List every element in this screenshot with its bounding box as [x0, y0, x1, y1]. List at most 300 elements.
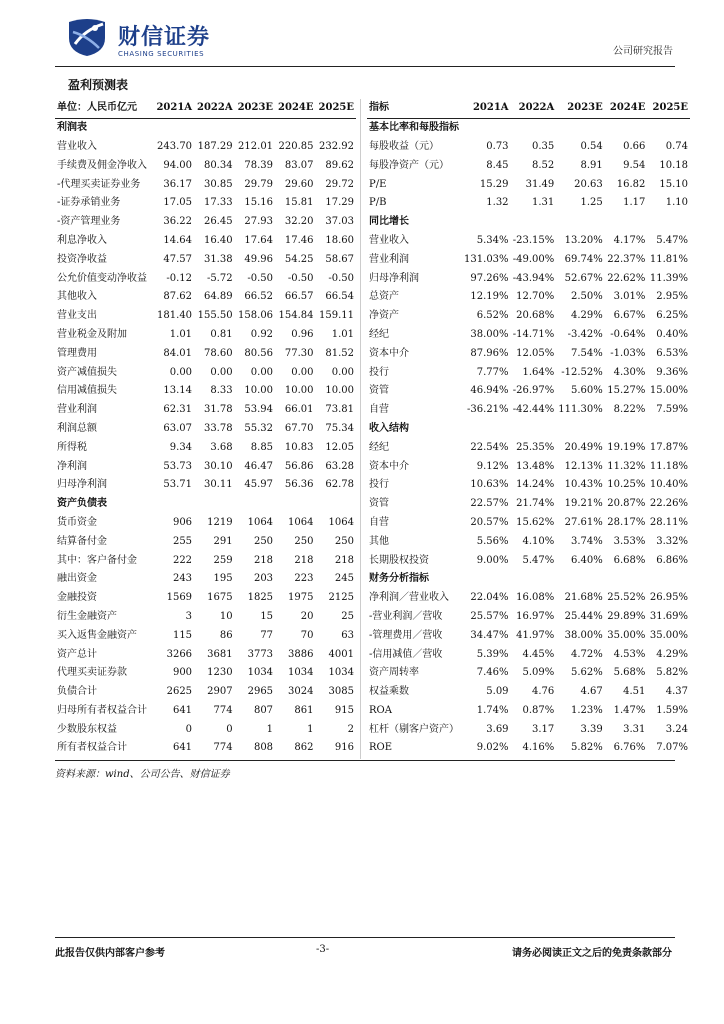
row-label: 总资产: [369, 291, 399, 303]
cell-value: 10.40%: [649, 479, 688, 491]
cell-value: 70: [300, 629, 314, 641]
cell-value: 86: [219, 629, 233, 641]
table-row: [55, 438, 356, 457]
cell-value: 1.23%: [570, 704, 603, 716]
row-label: 资管: [369, 385, 389, 397]
cell-value: 78.39: [244, 159, 274, 171]
cell-value: [194, 118, 235, 137]
table-row: [367, 269, 690, 288]
row-label: 其中：客户备付金: [57, 554, 137, 566]
cell-value: 37.03: [325, 216, 354, 228]
cell-value: 906: [172, 516, 193, 528]
table-row: [367, 739, 690, 758]
page-number: -3-: [316, 944, 330, 955]
table-row: [367, 138, 690, 157]
cell-value: 6.68%: [613, 554, 646, 566]
year-header: 2022A: [194, 99, 235, 118]
cell-value: [605, 118, 648, 137]
cell-value: 1.01: [169, 328, 193, 340]
cell-value: 73.81: [325, 404, 354, 416]
cell-value: 1064: [247, 516, 274, 528]
cell-value: [556, 420, 605, 439]
chasing-logo-icon: [65, 14, 109, 58]
cell-value: 0.54: [580, 140, 603, 152]
row-label: P/B: [369, 197, 387, 209]
cell-value: 5.68%: [613, 667, 646, 679]
column-divider: [360, 99, 361, 759]
table-row: [55, 551, 356, 570]
cell-value: 56.36: [284, 479, 314, 491]
cell-value: 3.39: [580, 723, 603, 735]
cell-value: 0.00: [250, 366, 274, 378]
cell-value: 17.64: [244, 234, 274, 246]
table-row: [367, 175, 690, 194]
cell-value: 8.85: [250, 441, 274, 453]
table-row: [55, 420, 356, 439]
cell-value: 31.78: [203, 404, 233, 416]
section-label: 基本比率和每股指标: [369, 122, 459, 134]
cell-value: 243: [172, 573, 193, 585]
cell-value: 223: [294, 573, 314, 585]
cell-value: 6.40%: [570, 554, 603, 566]
cell-value: 27.61%: [564, 516, 603, 528]
cell-value: 1825: [247, 592, 274, 604]
cell-value: [194, 495, 235, 514]
cell-value: 3.31: [623, 723, 646, 735]
table-row: [55, 307, 356, 326]
cell-value: 6.25%: [656, 310, 688, 322]
row-label: 少数股东权益: [57, 723, 117, 735]
cell-value: 115: [172, 629, 193, 641]
cell-value: [556, 118, 605, 137]
cell-value: 8.22%: [613, 404, 646, 416]
cell-value: 81.52: [325, 347, 354, 359]
row-label: 融出资金: [57, 573, 97, 585]
year-header: 2021A: [154, 99, 195, 118]
section-label: 财务分析指标: [369, 573, 429, 585]
cell-value: 30.10: [203, 460, 233, 472]
cell-value: 34.47%: [470, 629, 509, 641]
cell-value: 17.29: [325, 197, 354, 209]
cell-value: 4.51: [623, 686, 646, 698]
table-row: [367, 626, 690, 645]
table-row: [55, 645, 356, 664]
row-label: 利息净收入: [57, 234, 107, 246]
cell-value: 17.05: [163, 197, 193, 209]
cell-value: 3: [185, 610, 193, 622]
cell-value: 7.07%: [656, 742, 688, 754]
cell-value: 66.54: [325, 291, 354, 303]
cell-value: 0.81: [210, 328, 233, 340]
cell-value: 45.97: [244, 479, 274, 491]
cell-value: 5.47%: [522, 554, 555, 566]
cell-value: [316, 118, 357, 137]
row-label: 代理买卖证券款: [57, 667, 127, 679]
cell-value: 218: [294, 554, 314, 566]
table-row: [367, 702, 690, 721]
row-label: 自营: [369, 404, 389, 416]
cell-value: 3.32%: [656, 535, 688, 547]
year-header: 2022A: [511, 99, 557, 118]
cell-value: [511, 118, 557, 137]
cell-value: 20.87%: [607, 498, 646, 510]
cell-value: 250: [294, 535, 314, 547]
cell-value: 1: [266, 723, 274, 735]
cell-value: 2907: [207, 686, 233, 698]
row-label: 经纪: [369, 328, 389, 340]
cell-value: [511, 213, 557, 232]
cell-value: 36.17: [163, 178, 193, 190]
cell-value: 9.02%: [476, 742, 509, 754]
cell-value: 10.00: [284, 385, 314, 397]
table-row: [55, 570, 356, 589]
cell-value: 15.10: [659, 178, 688, 190]
cell-value: 66.57: [284, 291, 314, 303]
cell-value: 77.30: [284, 347, 314, 359]
cell-value: [462, 213, 511, 232]
year-header: 2025E: [647, 99, 690, 118]
table-row: [55, 457, 356, 476]
cell-value: 22.04%: [470, 592, 509, 604]
cell-value: 1675: [207, 592, 233, 604]
report-type: 公司研究报告: [613, 46, 673, 57]
cell-value: 4.72%: [570, 648, 603, 660]
year-header: 2023E: [556, 99, 605, 118]
cell-value: 38.00%: [564, 629, 603, 641]
cell-value: 0.96: [291, 328, 314, 340]
cell-value: 1.64%: [522, 366, 555, 378]
cell-value: 94.00: [163, 159, 193, 171]
cell-value: 31.38: [203, 253, 233, 265]
cell-value: 19.21%: [564, 498, 603, 510]
cell-value: 3.24: [665, 723, 688, 735]
cell-value: [605, 213, 648, 232]
cell-value: 22.37%: [607, 253, 646, 265]
row-label: 投行: [369, 366, 389, 378]
cell-value: 3.17: [531, 723, 555, 735]
cell-value: 2.50%: [570, 291, 603, 303]
cell-value: 11.32%: [607, 460, 646, 472]
cell-value: 0.66: [623, 140, 646, 152]
cell-value: [275, 495, 315, 514]
row-label: 金融投资: [57, 592, 97, 604]
cell-value: 10.25%: [607, 479, 646, 491]
cell-value: 16.08%: [516, 592, 555, 604]
table-row: [55, 589, 356, 608]
cell-value: 220.85: [278, 140, 314, 152]
cell-value: 25.52%: [607, 592, 646, 604]
row-label: 自营: [369, 516, 389, 528]
cell-value: 75.34: [325, 422, 354, 434]
cell-value: 7.59%: [656, 404, 688, 416]
table-row: [367, 608, 690, 627]
cell-value: 53.73: [163, 460, 193, 472]
cell-value: 53.94: [244, 404, 274, 416]
section-row: [367, 570, 690, 589]
cell-value: 5.34%: [476, 234, 509, 246]
table-bottom-rule: [55, 760, 675, 761]
row-label: 归母所有者权益合计: [57, 704, 147, 716]
cell-value: 35.00%: [649, 629, 688, 641]
table-row: [55, 250, 356, 269]
cell-value: 14.24%: [516, 479, 555, 491]
row-label: 投资净收益: [57, 253, 107, 265]
cell-value: 4.29%: [570, 310, 603, 322]
cell-value: 807: [253, 704, 274, 716]
cell-value: 0: [226, 723, 233, 735]
cell-value: 8.91: [580, 159, 603, 171]
cell-value: 63: [341, 629, 354, 641]
cell-value: 0.40%: [656, 328, 688, 340]
cell-value: 66.01: [284, 404, 314, 416]
table-row: [55, 626, 356, 645]
cell-value: -12.52%: [561, 366, 603, 378]
cell-value: 0.00: [331, 366, 354, 378]
cell-value: 29.72: [325, 178, 354, 190]
cell-value: [462, 570, 511, 589]
cell-value: 916: [334, 742, 354, 754]
cell-value: 69.74%: [564, 253, 603, 265]
row-label: 公允价值变动净收益: [57, 272, 147, 284]
row-label: 管理费用: [57, 347, 97, 359]
source-note: 资料来源：wind、公司公告、财信证券: [55, 769, 230, 780]
cell-value: [647, 118, 690, 137]
cell-value: 0.00: [291, 366, 314, 378]
cell-value: 31.49: [525, 178, 555, 190]
cell-value: 11.39%: [649, 272, 688, 284]
cell-value: 4.76: [531, 686, 555, 698]
page-header: [55, 10, 675, 66]
cell-value: 1.32: [486, 197, 509, 209]
cell-value: [605, 420, 648, 439]
row-label: 净利润／营业收入: [369, 592, 449, 604]
cell-value: 4.30%: [613, 366, 646, 378]
cell-value: 111.30%: [558, 404, 603, 416]
cell-value: 0.87%: [522, 704, 555, 716]
cell-value: 54.25: [284, 253, 314, 265]
cell-value: 22.54%: [470, 441, 509, 453]
cell-value: [647, 213, 690, 232]
cell-value: 1.25: [580, 197, 603, 209]
cell-value: 12.70%: [516, 291, 555, 303]
table-row: [367, 288, 690, 307]
cell-value: 154.84: [278, 310, 314, 322]
table-row: [55, 269, 356, 288]
row-label: 归母净利润: [369, 272, 419, 284]
cell-value: 259: [213, 554, 233, 566]
cell-value: 87.62: [163, 291, 193, 303]
cell-value: 15.16: [244, 197, 274, 209]
cell-value: -0.50: [328, 272, 354, 284]
cell-value: [316, 495, 357, 514]
cell-value: 18.60: [325, 234, 354, 246]
cell-value: 10.83: [284, 441, 314, 453]
table-row: [367, 326, 690, 345]
row-label: 手续费及佣金净收入: [57, 159, 147, 171]
table-row: [367, 307, 690, 326]
cell-value: 212.01: [238, 140, 274, 152]
table-row: [55, 702, 356, 721]
cell-value: 774: [213, 704, 233, 716]
row-label: 营业支出: [57, 310, 97, 322]
cell-value: 9.36%: [656, 366, 688, 378]
row-label: 资产减值损失: [57, 366, 117, 378]
cell-value: 10: [219, 610, 233, 622]
cell-value: 15.81: [284, 197, 314, 209]
table-row: [55, 194, 356, 213]
row-label: 资产总计: [57, 648, 97, 660]
cell-value: 0.73: [486, 140, 509, 152]
table-row: [55, 156, 356, 175]
cell-value: 25: [341, 610, 354, 622]
row-label: 每股收益（元）: [369, 140, 439, 152]
cell-value: 87.96%: [470, 347, 509, 359]
table-row: [367, 532, 690, 551]
table-row: [55, 683, 356, 702]
cell-value: -0.64%: [610, 328, 646, 340]
cell-value: 2: [347, 723, 354, 735]
cell-value: [647, 570, 690, 589]
cell-value: 187.29: [197, 140, 233, 152]
cell-value: 28.17%: [607, 516, 646, 528]
cell-value: 10.18: [659, 159, 688, 171]
cell-value: 25.35%: [516, 441, 555, 453]
cell-value: 26.45: [203, 216, 233, 228]
cell-value: 64.89: [203, 291, 233, 303]
cell-value: 10.63%: [470, 479, 509, 491]
cell-value: 9.54: [623, 159, 646, 171]
cell-value: 4.53%: [613, 648, 646, 660]
cell-value: 77: [260, 629, 274, 641]
cell-value: 97.26%: [470, 272, 509, 284]
cell-value: 232.92: [319, 140, 354, 152]
table-row: [367, 250, 690, 269]
footer-divider: [55, 937, 675, 938]
row-label: 营业收入: [57, 140, 97, 152]
cell-value: 4.37: [665, 686, 688, 698]
table-row: [367, 344, 690, 363]
table-row: [55, 326, 356, 345]
table-row: [55, 382, 356, 401]
cell-value: 3773: [247, 648, 274, 660]
cell-value: 25.44%: [564, 610, 603, 622]
table-row: [367, 438, 690, 457]
cell-value: 83.07: [284, 159, 314, 171]
cell-value: [154, 495, 195, 514]
cell-value: [235, 495, 275, 514]
table-row: [55, 288, 356, 307]
cell-value: 1: [307, 723, 314, 735]
cell-value: 641: [172, 704, 193, 716]
cell-value: 5.62%: [570, 667, 603, 679]
cell-value: 4.17%: [613, 234, 646, 246]
cell-value: 5.09%: [522, 667, 555, 679]
cell-value: 80.56: [244, 347, 274, 359]
cell-value: 1230: [207, 667, 233, 679]
row-label: 负债合计: [57, 686, 97, 698]
cell-value: 915: [334, 704, 354, 716]
cell-value: 15.62%: [516, 516, 555, 528]
cell-value: [647, 420, 690, 439]
table-row: [55, 532, 356, 551]
cell-value: 1.01: [331, 328, 354, 340]
cell-value: 53.71: [163, 479, 193, 491]
cell-value: 0.00: [210, 366, 233, 378]
row-label: 归母净利润: [57, 479, 107, 491]
cell-value: 41.97%: [516, 629, 555, 641]
cell-value: 12.05: [325, 441, 354, 453]
cell-value: 46.94%: [470, 385, 509, 397]
cell-value: [462, 420, 511, 439]
cell-value: [511, 570, 557, 589]
cell-value: -3.42%: [567, 328, 603, 340]
cell-value: 19.19%: [607, 441, 646, 453]
indicator-label: 指标: [367, 99, 462, 118]
table-row: [367, 514, 690, 533]
cell-value: 89.62: [325, 159, 354, 171]
cell-value: 56.86: [284, 460, 314, 472]
cell-value: 808: [253, 742, 274, 754]
cell-value: 29.89%: [607, 610, 646, 622]
cell-value: 4.10%: [522, 535, 555, 547]
row-label: 其他: [369, 535, 389, 547]
cell-value: 63.28: [325, 460, 354, 472]
cell-value: [511, 420, 557, 439]
cell-value: 218: [253, 554, 274, 566]
cell-value: 4.29%: [656, 648, 688, 660]
table-row: [367, 664, 690, 683]
cell-value: 774: [213, 742, 233, 754]
table-row: [367, 382, 690, 401]
table-row: [367, 495, 690, 514]
year-header: 2024E: [275, 99, 315, 118]
cell-value: 245: [334, 573, 354, 585]
cell-value: 2625: [166, 686, 193, 698]
table-row: [55, 213, 356, 232]
cell-value: 4.16%: [522, 742, 555, 754]
cell-value: 12.13%: [564, 460, 603, 472]
row-label: 买入返售金融资产: [57, 629, 137, 641]
cell-value: 203: [253, 573, 274, 585]
cell-value: 38.00%: [470, 328, 509, 340]
cell-value: 641: [172, 742, 193, 754]
table-row: [55, 138, 356, 157]
cell-value: 10.00: [325, 385, 354, 397]
table-row: [367, 720, 690, 739]
row-label: 净资产: [369, 310, 399, 322]
section-label: 同比增长: [369, 216, 409, 228]
cell-value: 1219: [207, 516, 233, 528]
row-label: -营业利润／营收: [369, 610, 443, 622]
cell-value: 0: [185, 723, 193, 735]
footer-disclaimer-left: 此报告仅供内部客户参考: [55, 948, 165, 959]
cell-value: 3.68: [210, 441, 233, 453]
cell-value: 5.47%: [656, 234, 688, 246]
cell-value: 22.26%: [649, 498, 688, 510]
cell-value: 250: [334, 535, 354, 547]
cell-value: 291: [213, 535, 233, 547]
footer-disclaimer-right: 请务必阅读正文之后的免责条款部分: [512, 948, 672, 959]
cell-value: 13.48%: [516, 460, 555, 472]
table-row: [55, 232, 356, 251]
cell-value: 21.68%: [564, 592, 603, 604]
cell-value: 1064: [328, 516, 354, 528]
table-row: [55, 363, 356, 382]
table-row: [367, 232, 690, 251]
row-label: -证券承销业务: [57, 197, 121, 209]
section-row: [367, 213, 690, 232]
row-label: -管理费用／营收: [369, 629, 443, 641]
